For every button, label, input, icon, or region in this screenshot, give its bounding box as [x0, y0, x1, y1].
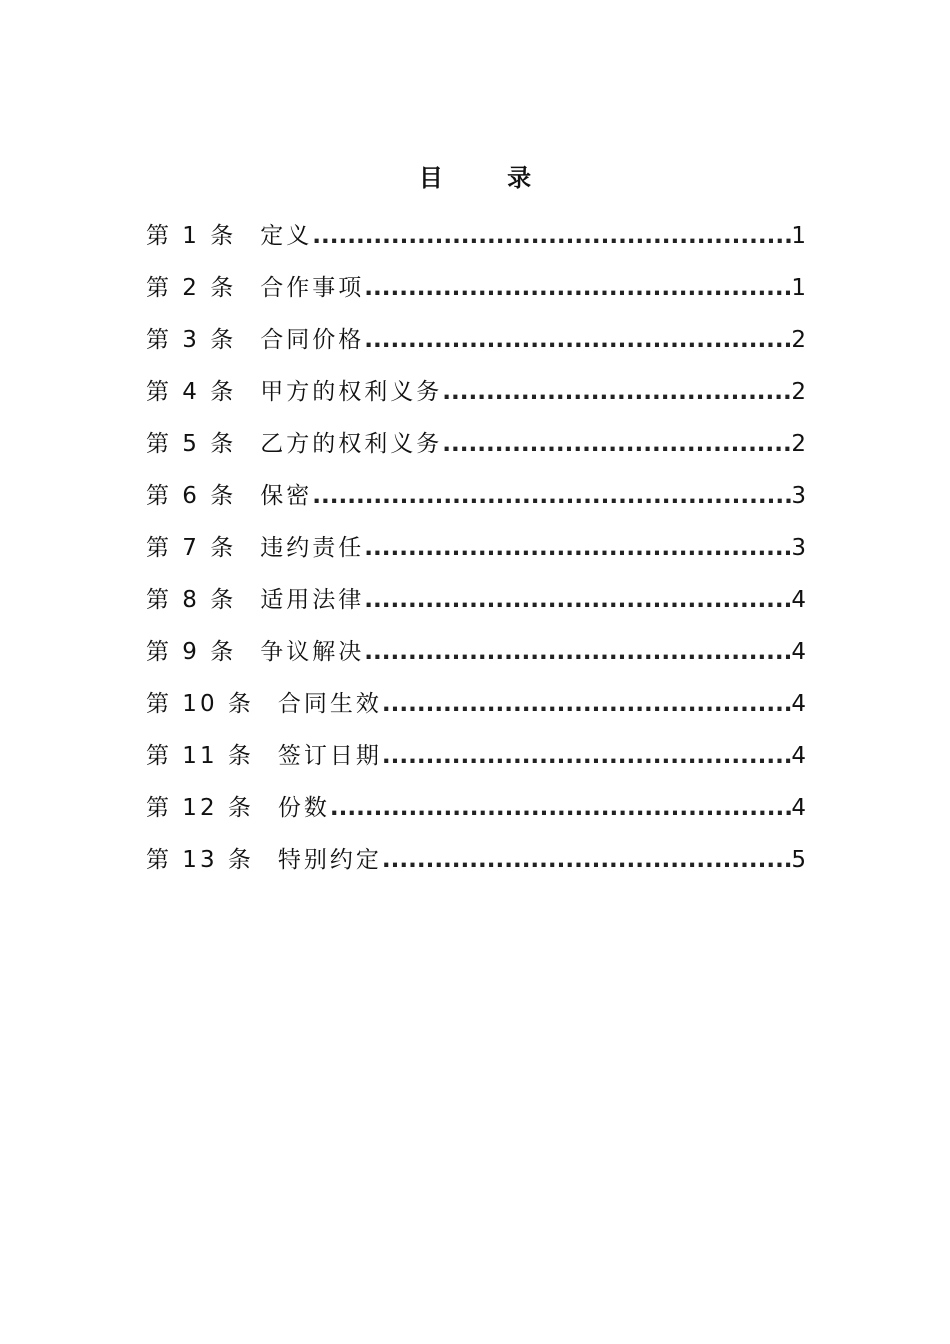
toc-dot-leader — [382, 838, 791, 882]
toc-dot-leader — [364, 630, 791, 674]
toc-dot-leader — [442, 370, 791, 414]
toc-entry-number: 第 13 条 — [146, 847, 254, 873]
toc-entry-page: 4 — [791, 639, 806, 665]
toc-entry-number: 第 8 条 — [146, 587, 237, 613]
toc-entry[interactable] — [146, 682, 806, 734]
toc-entry[interactable] — [146, 474, 806, 526]
toc-entry[interactable] — [146, 318, 806, 370]
toc-entry-number: 第 3 条 — [146, 327, 237, 353]
toc-entry-page: 2 — [791, 379, 806, 405]
toc-entry-page: 2 — [791, 431, 806, 457]
toc-entry-page: 4 — [791, 587, 806, 613]
toc-entry-page: 4 — [791, 743, 806, 769]
toc-entry-name: 适用法律 — [260, 587, 365, 613]
toc-entry-number: 第 9 条 — [146, 639, 237, 665]
toc-entry-name: 乙方的权利义务 — [260, 431, 443, 457]
toc-entry-number: 第 2 条 — [146, 275, 237, 301]
toc-entry-number: 第 7 条 — [146, 535, 237, 561]
toc-dot-leader — [364, 318, 791, 362]
toc-entry-name: 特别约定 — [277, 847, 382, 873]
toc-entry-number: 第 10 条 — [146, 691, 254, 717]
toc-entry-name: 合同价格 — [260, 327, 365, 353]
toc-entry[interactable] — [146, 214, 806, 266]
toc-entry[interactable] — [146, 838, 806, 890]
toc-entry-page: 3 — [791, 483, 806, 509]
toc-entry[interactable] — [146, 578, 806, 630]
toc-entry[interactable] — [146, 734, 806, 786]
toc-dot-leader — [312, 214, 791, 258]
toc-entry[interactable] — [146, 370, 806, 422]
toc-entry-page: 2 — [791, 327, 806, 353]
toc-entry[interactable] — [146, 422, 806, 474]
toc-dot-leader — [364, 266, 791, 310]
toc-dot-leader — [364, 578, 791, 622]
toc-entry-number: 第 6 条 — [146, 483, 237, 509]
toc-entry[interactable] — [146, 630, 806, 682]
toc-entry-number: 第 11 条 — [146, 743, 254, 769]
toc-entry[interactable] — [146, 266, 806, 318]
toc-entry-number: 第 4 条 — [146, 379, 237, 405]
toc-dot-leader — [364, 526, 791, 570]
toc-entry-name: 签订日期 — [277, 743, 382, 769]
toc-dot-leader — [442, 422, 791, 466]
toc-dot-leader — [382, 682, 791, 726]
toc-entry-number: 第 5 条 — [146, 431, 237, 457]
toc-entry-name: 合同生效 — [277, 691, 382, 717]
toc-dot-leader — [312, 474, 791, 518]
toc-title: 目 录 — [418, 164, 560, 192]
toc-entry-page: 1 — [791, 275, 806, 301]
toc-entry-number: 第 1 条 — [146, 223, 237, 249]
toc-entry-page: 1 — [791, 223, 806, 249]
toc-list — [146, 214, 806, 890]
toc-entry-name: 争议解决 — [260, 639, 365, 665]
toc-dot-leader — [382, 734, 791, 778]
toc-entry-name: 合作事项 — [260, 275, 365, 301]
toc-entry-name: 定义 — [260, 223, 313, 249]
toc-entry[interactable] — [146, 526, 806, 578]
toc-entry-page: 3 — [791, 535, 806, 561]
toc-entry-number: 第 12 条 — [146, 795, 254, 821]
toc-entry-page: 4 — [791, 691, 806, 717]
toc-entry-name: 份数 — [277, 795, 330, 821]
toc-entry-page: 4 — [791, 795, 806, 821]
toc-entry-name: 违约责任 — [260, 535, 365, 561]
toc-entry-page: 5 — [791, 847, 806, 873]
toc-entry[interactable] — [146, 786, 806, 838]
toc-entry-name: 甲方的权利义务 — [260, 379, 443, 405]
toc-dot-leader — [330, 786, 791, 830]
toc-entry-name: 保密 — [260, 483, 313, 509]
